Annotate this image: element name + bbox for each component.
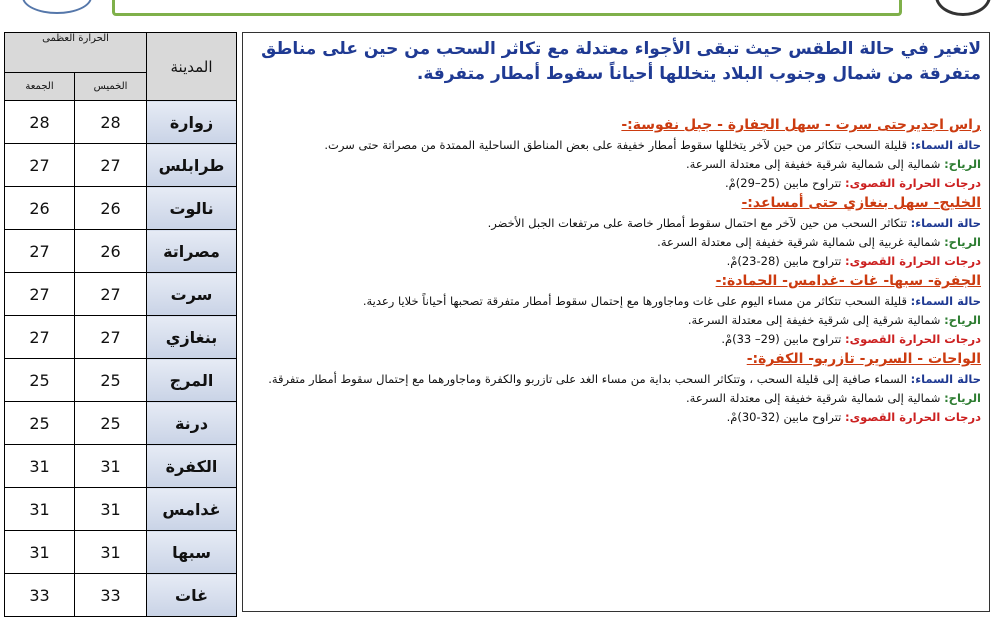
temperature-table — [4, 32, 237, 617]
table-row — [5, 273, 237, 316]
max-temp-range-label: درجات الحرارة القصوى: — [845, 254, 981, 268]
friday-temp: 31 — [5, 488, 75, 531]
friday-temp: 33 — [5, 574, 75, 617]
max-temp-range — [251, 174, 981, 193]
wind-info-text: شمالية غربية إلى شمالية شرقية خفيفة إلى معتدلة السرعة. — [657, 235, 941, 249]
table-row — [5, 488, 237, 531]
wind-info-text: شمالية شرقية إلى شرقية خفيفة إلى معتدلة السرعة. — [687, 313, 941, 327]
wind-info — [251, 311, 981, 330]
forecast-region — [251, 193, 981, 271]
wind-info-text: شمالية إلى شمالية شرقية خفيفة إلى معتدلة السرعة. — [686, 391, 941, 405]
friday-temp: 25 — [5, 359, 75, 402]
max-temp-range-text: تتراوح مابين (28-23)مْ. — [726, 254, 842, 268]
friday-temp: 27 — [5, 316, 75, 359]
header-banner — [112, 0, 902, 16]
thursday-temp: 28 — [75, 101, 147, 144]
sky-condition-text: السماء صافية إلى قليلة السحب ، وتتكاثر السحب بداية من مساء الغد على تازربو والكفرة وماجاورهما مع إحتمال سقوط أمطار متفرقة. — [268, 372, 907, 386]
wind-info — [251, 389, 981, 408]
city-name: زوارة — [147, 101, 237, 144]
emblem-logo — [935, 0, 991, 16]
region-title: الواحات - السرير- تازربو- الكفرة:- — [746, 351, 981, 367]
friday-temp: 25 — [5, 402, 75, 445]
sky-condition — [251, 292, 981, 311]
sky-condition-label: حالة السماء: — [910, 294, 981, 308]
sky-condition-text: تتكاثر السحب من حين لآخر مع احتمال سقوط أمطار خاصة على مرتفعات الجبل الأخضر. — [487, 216, 907, 230]
wind-info — [251, 233, 981, 252]
friday-temp: 27 — [5, 273, 75, 316]
max-temp-range-text: تتراوح مابين (32-30)مْ. — [726, 410, 842, 424]
city-name: غات — [147, 574, 237, 617]
wind-info-text: شمالية إلى شمالية شرقية خفيفة إلى معتدلة السرعة. — [686, 157, 941, 171]
thursday-temp: 27 — [75, 144, 147, 187]
forecast-intro: لاتغير في حالة الطقس حيث تبقى الأجواء معتدلة مع تكاثر السحب من حين على مناطق متفرقة من شمال وجنوب البلاد يتخللها أحياناً سقوط أمطار متفرقة. — [261, 39, 981, 84]
friday-temp: 27 — [5, 144, 75, 187]
header-thursday: الخميس — [75, 73, 147, 101]
table-row — [5, 574, 237, 617]
city-name: بنغازي — [147, 316, 237, 359]
header-max-temp: الحرارة العظمى — [5, 33, 147, 73]
table-row — [5, 445, 237, 488]
city-name: غدامس — [147, 488, 237, 531]
forecast-region — [251, 271, 981, 349]
forecast-region — [251, 115, 981, 193]
thursday-temp: 31 — [75, 488, 147, 531]
friday-temp: 28 — [5, 101, 75, 144]
table-row — [5, 316, 237, 359]
city-name: مصراتة — [147, 230, 237, 273]
sky-condition — [251, 370, 981, 389]
friday-temp: 31 — [5, 445, 75, 488]
city-name: درنة — [147, 402, 237, 445]
friday-temp: 27 — [5, 230, 75, 273]
table-row — [5, 144, 237, 187]
max-temp-range-text: تتراوح مابين (25–29)مْ. — [725, 176, 842, 190]
thursday-temp: 26 — [75, 187, 147, 230]
city-name: طرابلس — [147, 144, 237, 187]
thursday-temp: 26 — [75, 230, 147, 273]
sky-condition — [251, 214, 981, 233]
max-temp-range-label: درجات الحرارة القصوى: — [845, 332, 981, 346]
wind-info-label: الرياح: — [944, 313, 981, 327]
sky-condition-label: حالة السماء: — [910, 216, 981, 230]
sky-condition-label: حالة السماء: — [910, 138, 981, 152]
friday-temp: 26 — [5, 187, 75, 230]
city-name: المرج — [147, 359, 237, 402]
table-row — [5, 531, 237, 574]
city-name: سبها — [147, 531, 237, 574]
table-row — [5, 101, 237, 144]
max-temp-range-label: درجات الحرارة القصوى: — [845, 176, 981, 190]
max-temp-range — [251, 252, 981, 271]
thursday-temp: 31 — [75, 445, 147, 488]
max-temp-range — [251, 408, 981, 427]
table-row — [5, 187, 237, 230]
thursday-temp: 27 — [75, 316, 147, 359]
sky-condition-text: قليلة السحب تتكاثر من مساء اليوم على غات وماجاورها مع إحتمال سقوط أمطار متفرقة تصحبها أحياناً خلايا رعدية. — [362, 294, 907, 308]
header-city: المدينة — [147, 33, 237, 101]
table-row — [5, 359, 237, 402]
table-row — [5, 402, 237, 445]
region-title: الخليج- سهل بنغازي حتى أمساعد:- — [741, 195, 981, 211]
city-name: سرت — [147, 273, 237, 316]
thursday-temp: 31 — [75, 531, 147, 574]
max-temp-range-label: درجات الحرارة القصوى: — [845, 410, 981, 424]
region-title: الجفرة- سبها- غات -غدامس- الحمادة:- — [715, 273, 981, 289]
forecast-panel — [242, 32, 990, 612]
sky-condition-text: قليلة السحب تتكاثر من حين لآخر يتخللها سقوط أمطار خفيفة على بعض المناطق الساحلية الممتدة من مصراتة حتى سرت. — [324, 138, 907, 152]
max-temp-range-text: تتراوح مابين (29– 33)مْ. — [721, 332, 842, 346]
agency-logo — [22, 0, 92, 14]
header-friday: الجمعة — [5, 73, 75, 101]
thursday-temp: 27 — [75, 273, 147, 316]
max-temp-range — [251, 330, 981, 349]
wind-info-label: الرياح: — [944, 235, 981, 249]
wind-info-label: الرياح: — [944, 157, 981, 171]
thursday-temp: 25 — [75, 402, 147, 445]
thursday-temp: 25 — [75, 359, 147, 402]
sky-condition — [251, 136, 981, 155]
city-name: الكفرة — [147, 445, 237, 488]
sky-condition-label: حالة السماء: — [910, 372, 981, 386]
wind-info-label: الرياح: — [944, 391, 981, 405]
friday-temp: 31 — [5, 531, 75, 574]
region-title: راس اجديرحتى سرت - سهل الجفارة - جبل نفوسة:- — [621, 117, 981, 133]
wind-info — [251, 155, 981, 174]
table-row — [5, 230, 237, 273]
forecast-region — [251, 349, 981, 427]
thursday-temp: 33 — [75, 574, 147, 617]
city-name: نالوت — [147, 187, 237, 230]
